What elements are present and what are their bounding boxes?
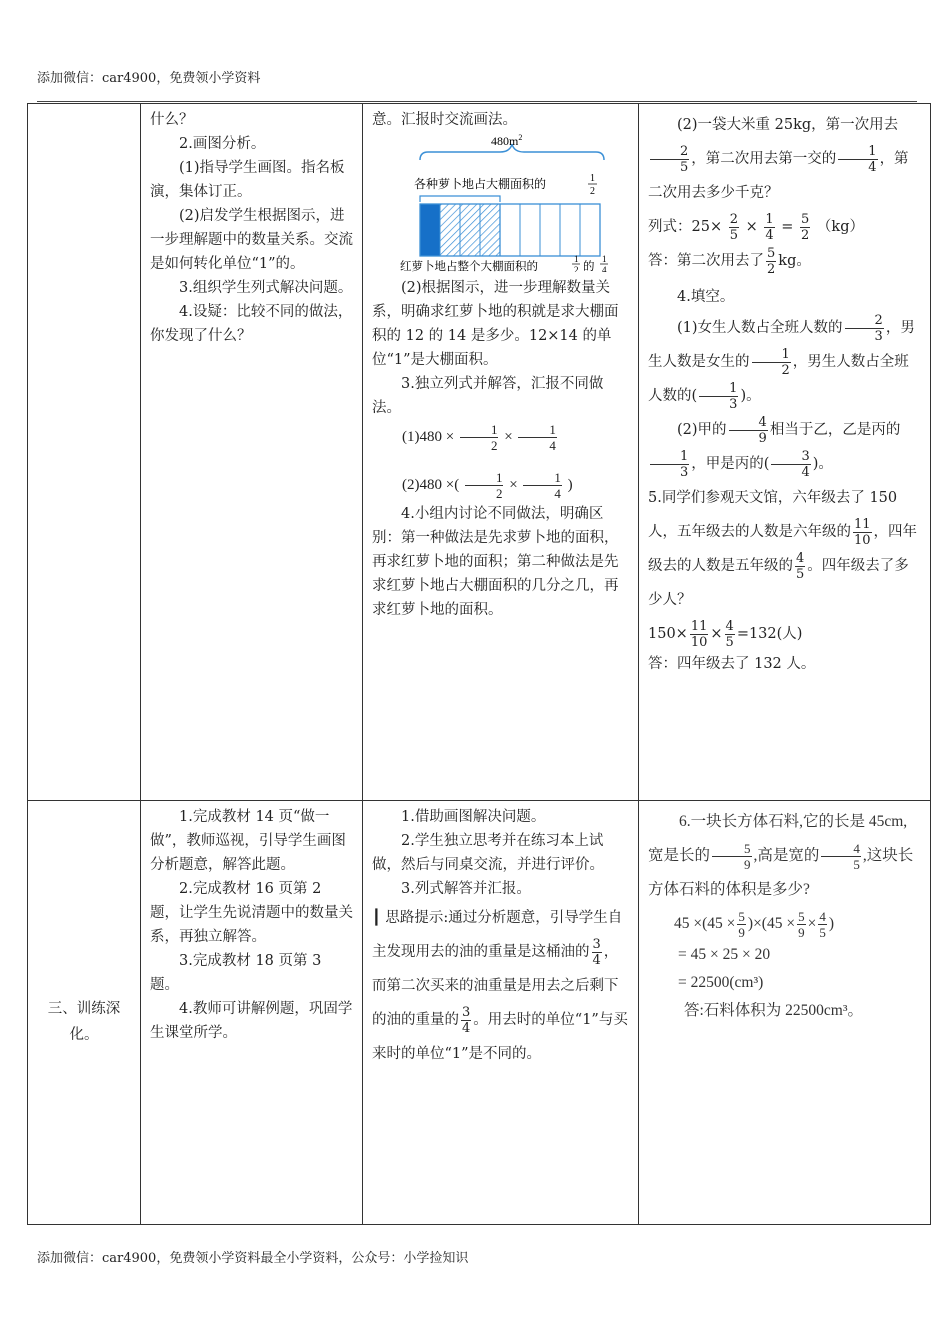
top-frac-den: 2 [590, 186, 595, 197]
fraction [699, 381, 738, 412]
lesson-table [27, 103, 931, 1225]
text-line: 3.组织学生列式解决问题。 [179, 280, 353, 296]
text: )。 [812, 456, 833, 472]
area-diagram-svg [400, 132, 630, 272]
problem-5-answer: 答：四年级去了 132 人。 [648, 656, 816, 672]
numerator: 1 [765, 211, 774, 227]
text-line: 4.教师可讲解例题，巩固学生课堂所学。 [150, 1001, 353, 1041]
text-line: 2.画图分析。 [179, 136, 266, 152]
text-line: 1.借助画图解决问题。 [401, 809, 546, 825]
numerator: 3 [771, 449, 810, 465]
text: )×(45 × [747, 915, 796, 932]
denominator: 3 [680, 464, 689, 480]
text-line: 2.完成教材 16 页第 2 题，让学生先说清题中的数量关系，再独立解答。 [150, 881, 353, 945]
text: ) [828, 915, 835, 932]
text: ，男生人数占全班人数的( [648, 354, 909, 404]
denominator: 2 [490, 438, 498, 454]
text: ，而第二次买来的油重量是用去之后剩下的油的重量的 [372, 944, 619, 1028]
text: × [807, 915, 817, 932]
denominator: 10 [690, 634, 708, 650]
eq-text: × [504, 429, 513, 445]
fraction [729, 415, 768, 446]
bottom-frac-den: 2 [574, 265, 579, 272]
denominator: 5 [796, 566, 805, 582]
page-footer: 添加微信：car4900，免费领小学资料最全小学资料，公众号：小学捡知识 [37, 1251, 469, 1266]
text: （kg） [816, 219, 864, 235]
text: = [781, 219, 794, 235]
answer [648, 244, 922, 278]
denominator: 10 [854, 532, 871, 548]
teacher-activity-cell [141, 801, 363, 1225]
text: ,高是宽的 [753, 847, 820, 864]
area-diagram [400, 132, 630, 272]
text: 6.一块长方体石料,它的长是 45cm,宽是长的 [648, 813, 908, 864]
text: ，甲是丙的( [691, 456, 770, 472]
problem-4-1 [648, 311, 922, 413]
problem-2 [648, 108, 922, 210]
student-activity-cell [363, 801, 639, 1225]
fraction [838, 144, 877, 175]
numerator: 2 [845, 313, 884, 329]
header-divider [37, 101, 917, 102]
denominator: 2 [495, 486, 503, 502]
fraction [592, 937, 602, 968]
numerator: 1 [465, 470, 504, 486]
numerator: 4 [819, 908, 826, 924]
text-line: 意。汇报时交流画法。 [372, 112, 517, 128]
fraction [771, 449, 810, 480]
text: ┃ 思路提示:通过分析题意，引导学生自主发现用去的油的重量是这桶油的 [372, 910, 623, 960]
problem-5 [648, 481, 922, 617]
text: ，男生人数是女生的 [648, 320, 915, 370]
denominator: 5 [680, 159, 689, 175]
half-brace [420, 196, 500, 202]
fraction [795, 551, 805, 582]
numerator: 1 [699, 381, 738, 397]
text-line: 3.列式解答并汇报。 [401, 881, 531, 897]
denominator: 5 [725, 634, 734, 650]
eq-text: × [509, 477, 518, 493]
text: 45 ×(45 × [674, 915, 736, 932]
denominator: 4 [462, 1020, 471, 1036]
equation-2 [372, 468, 630, 502]
eq-text: ) [567, 477, 573, 493]
text-line: 1.完成教材 14 页“做一做”，教师巡视，引导学生画图分析题意，解答此题。 [150, 809, 346, 873]
fraction [518, 422, 557, 453]
top-label: 各种萝卜地占大棚面积的 [414, 177, 547, 191]
fraction [465, 470, 504, 501]
text: (2)一袋大米重 25kg，第一次用去 [677, 117, 899, 133]
denominator: 9 [744, 856, 751, 872]
problem-6 [648, 805, 922, 907]
denominator: 4 [801, 464, 810, 480]
text: 列式：25× [648, 219, 723, 235]
numerator: 2 [729, 211, 738, 227]
numerator: 4 [729, 415, 768, 431]
numerator: 1 [838, 144, 877, 160]
text-line: 什么？ [150, 112, 194, 128]
text: ，第二次用去多少千克？ [648, 151, 909, 201]
fraction [460, 422, 499, 453]
fraction [725, 619, 735, 650]
denominator: 9 [758, 430, 767, 446]
fraction [461, 1005, 471, 1036]
denominator: 9 [798, 924, 805, 940]
fraction [650, 144, 689, 175]
text: × [710, 626, 723, 642]
numerator: 4 [725, 618, 734, 634]
total-label: $480m^2$ [491, 133, 523, 148]
numerator: 1 [650, 449, 689, 465]
text-line: (1)指导学生画图。指名板演，集体订正。 [150, 160, 345, 200]
problem-5-calculation [648, 617, 922, 651]
numerator: 11 [690, 618, 708, 634]
fraction [690, 619, 709, 650]
text-line: (2)根据图示，进一步理解数量关系，明确求红萝卜地的积就是求大棚面积的 12 的 14 是多少。12×14 的单位“1”是大棚面积。 [372, 280, 619, 368]
bottom-mid: 的 [583, 259, 595, 272]
solution-step-1 [648, 907, 922, 941]
numerator: 4 [796, 550, 805, 566]
text: (2)甲的 [677, 422, 727, 438]
denominator: 4 [765, 227, 774, 243]
fraction [800, 212, 810, 243]
fraction [764, 212, 774, 243]
denominator: 2 [781, 362, 790, 378]
text: kg。 [778, 253, 811, 269]
radish-segment [440, 204, 500, 256]
solution-step-2: = 45 × 25 × 20 [678, 946, 771, 963]
problem-4-2 [648, 413, 922, 481]
fraction [729, 212, 739, 243]
denominator: 2 [767, 261, 776, 277]
numerator: 3 [462, 1004, 471, 1020]
denominator: 5 [819, 924, 826, 940]
text-line: 3.独立列式并解答，汇报不同做法。 [372, 376, 604, 416]
eq-text: (1)480 × [402, 429, 455, 445]
text: ，四年级去的人数是五年级的 [648, 524, 918, 574]
denominator: 3 [729, 396, 738, 412]
text: 5.同学们参观天文馆，六年级去了 150 人，五年级去的人数是六年级的 [648, 490, 898, 540]
fraction [752, 347, 791, 378]
stage-cell [28, 801, 141, 1225]
fraction [845, 313, 884, 344]
denominator: 4 [554, 486, 561, 502]
text-line: 2.学生独立思考并在练习本上试做，然后与同桌交流，并进行评价。 [372, 833, 604, 873]
fraction [821, 841, 861, 872]
hint [372, 901, 630, 1071]
numerator: 5 [767, 245, 776, 261]
solution-answer: 答:石料体积为 22500cm³。 [684, 1002, 864, 1019]
numerator: 3 [592, 936, 601, 952]
page-header: 添加微信：car4900，免费领小学资料 [37, 71, 261, 86]
solution-step-3: = 22500(cm³) [678, 974, 764, 991]
exercise-cell [639, 801, 931, 1225]
fraction [523, 470, 562, 501]
table-row [28, 104, 931, 801]
denominator: 9 [738, 924, 745, 940]
fraction [818, 909, 827, 940]
top-frac-num: 1 [590, 173, 595, 184]
red-radish-segment [420, 204, 440, 256]
eq-text: (2)480 ×( [402, 477, 460, 493]
numerator: 4 [821, 841, 861, 857]
numerator: 1 [460, 422, 499, 438]
text: 。四年级去了多少人？ [648, 558, 909, 608]
text: (1)女生人数占全班人数的 [677, 320, 843, 336]
student-activity-cell [363, 104, 639, 801]
teacher-activity-cell [141, 104, 363, 801]
text: ,这块长方体石料的体积是多少? [648, 847, 914, 898]
text-line: 4.填空。 [677, 289, 735, 305]
numerator: 2 [650, 144, 689, 160]
numerator: 11 [854, 516, 871, 532]
numerator: 1 [518, 422, 557, 438]
text: × [745, 219, 758, 235]
text: 相当于乙，乙是丙的 [769, 422, 901, 438]
text: =132(人) [736, 626, 803, 642]
stage-title: 三、训练深化。 [47, 1001, 121, 1043]
denominator: 4 [868, 159, 877, 175]
denominator: 5 [853, 856, 860, 872]
denominator: 4 [549, 438, 556, 454]
table-row [28, 801, 931, 1225]
denominator: 4 [592, 952, 601, 968]
fraction [853, 517, 872, 548]
numerator: 5 [738, 908, 745, 924]
text-line: (2)启发学生根据图示，进一步理解题中的数量关系。交流是如何转化单位“1”的。 [150, 208, 353, 272]
text-line: 4.设疑：比较不同的做法，你发现了什么？ [150, 304, 353, 344]
text: 答：第二次用去了 [648, 253, 764, 269]
text: 150× [648, 626, 688, 642]
text-line: 4.小组内讨论不同做法，明确区别：第一种做法是先求萝卜地的面积，再求红萝卜地的面积；第二种做法是先求红萝卜地占大棚面积的几分之几，再求红萝卜地的面积。 [372, 506, 619, 618]
numerator: 5 [712, 841, 752, 857]
fraction [737, 909, 746, 940]
numerator: 1 [752, 347, 791, 363]
denominator: 5 [729, 227, 738, 243]
numerator: 5 [798, 908, 805, 924]
numerator: 5 [801, 211, 810, 227]
numerator: 1 [523, 470, 562, 486]
bottom-frac2-den: 4 [602, 265, 607, 272]
bottom-label: 红萝卜地占整个大棚面积的 [400, 259, 538, 272]
exercise-cell [639, 104, 931, 801]
stage-cell-empty [28, 104, 141, 801]
text: )。 [740, 388, 761, 404]
fraction [712, 841, 752, 872]
bottom-frac-num: 1 [574, 254, 579, 264]
equation-1 [372, 420, 630, 454]
fraction [766, 246, 776, 277]
fraction [797, 909, 806, 940]
text-line: 3.完成教材 18 页第 3 题。 [150, 953, 322, 993]
fraction [650, 449, 689, 480]
calculation [648, 210, 922, 244]
text: ，第二次用去第一交的 [691, 151, 837, 167]
denominator: 2 [801, 227, 810, 243]
text: 。用去时的单位“1”与买来时的单位“1”是不同的。 [372, 1012, 628, 1062]
denominator: 3 [874, 328, 883, 344]
bottom-frac2-num: 1 [602, 254, 607, 264]
